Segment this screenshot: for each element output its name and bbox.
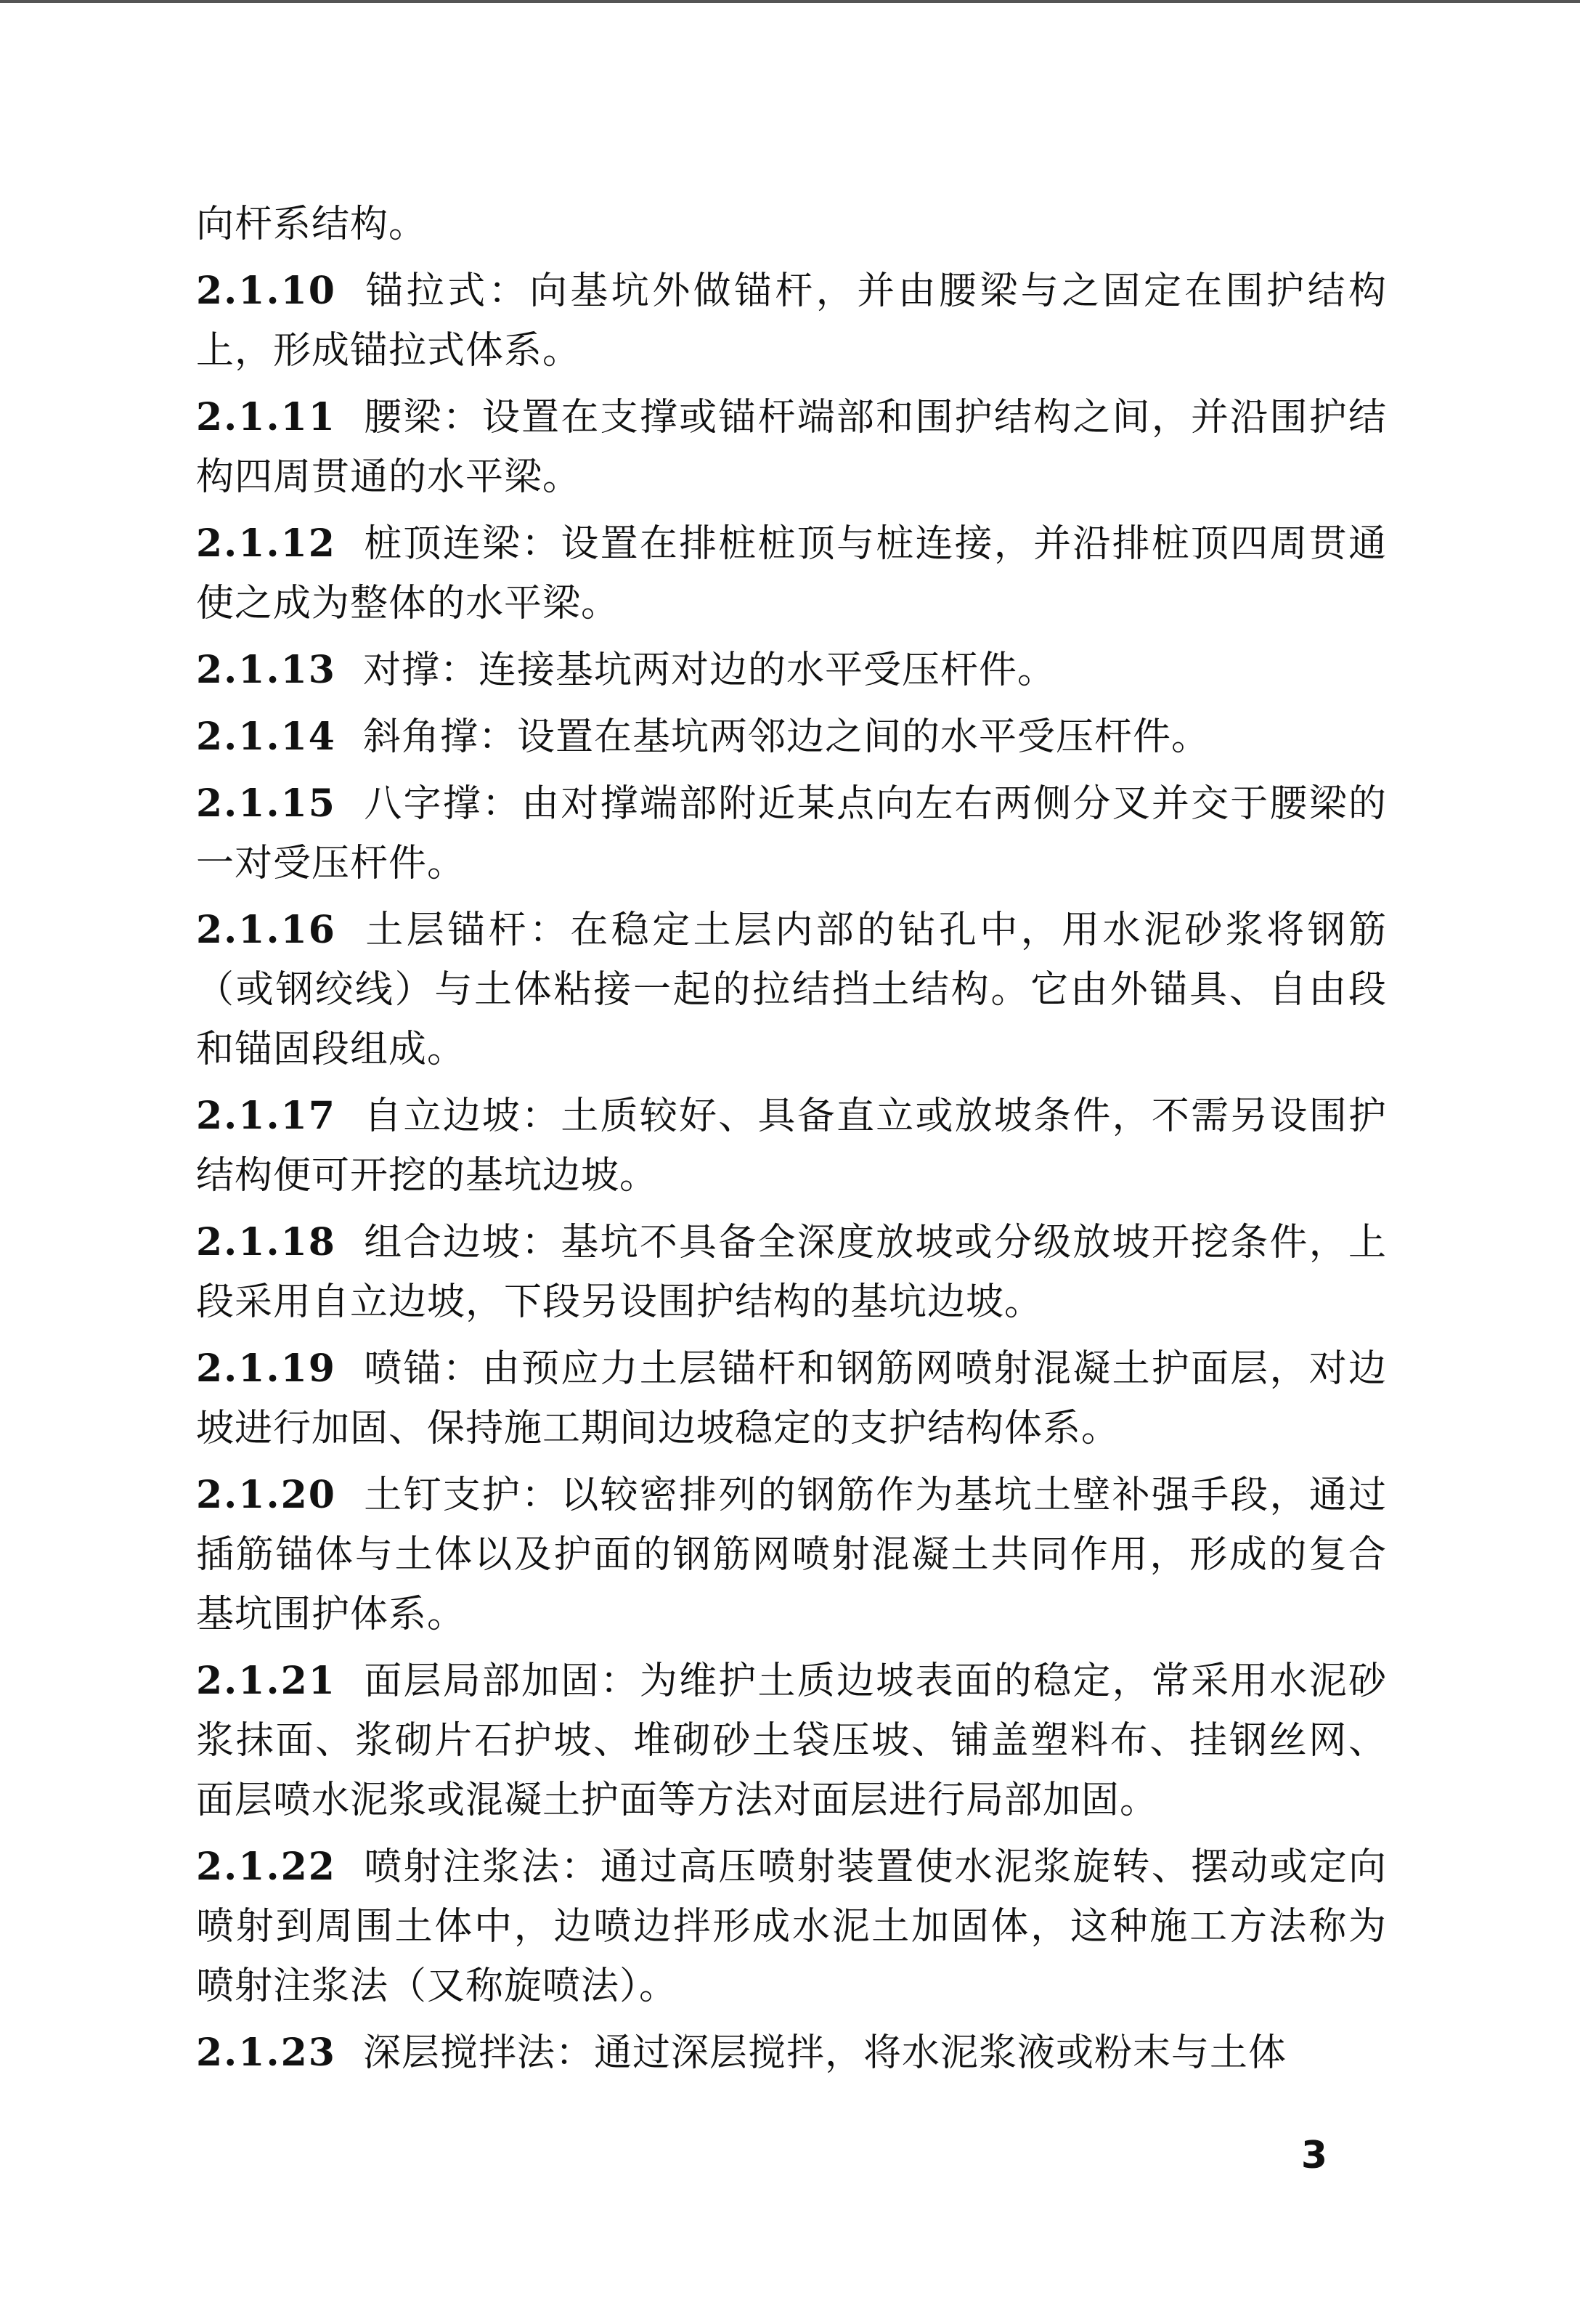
clause-number: 2.1.16 xyxy=(196,908,336,952)
definition-entry-2-1-20 xyxy=(196,1466,1387,1644)
definition-entry-2-1-23 xyxy=(196,2023,1387,2083)
definition-entry-2-1-17 xyxy=(196,1086,1387,1206)
definition-text: 喷锚：由预应力土层锚杆和钢筋网喷射混凝土护面层，对边坡进行加固、保持施工期间边坡稳定的支护结构体系。 xyxy=(196,1347,1387,1450)
definition-text: 喷射注浆法：通过高压喷射装置使水泥浆旋转、摆动或定向喷射到周围土体中，边喷边拌形成水泥土加固体，这种施工方法称为喷射注浆法（又称旋喷法）。 xyxy=(196,1845,1387,2008)
definition-entry-2-1-22 xyxy=(196,1837,1387,2016)
clause-number: 2.1.19 xyxy=(196,1346,336,1391)
clause-number: 2.1.11 xyxy=(196,395,336,439)
continuation-text: 向杆系结构。 xyxy=(196,203,428,246)
definition-text: 八字撑：由对撑端部附近某点向左右两侧分叉并交于腰梁的一对受压杆件。 xyxy=(196,782,1387,885)
definition-entry-2-1-19 xyxy=(196,1339,1387,1458)
clause-number: 2.1.21 xyxy=(196,1659,336,1703)
clause-number: 2.1.20 xyxy=(196,1473,336,1517)
definition-text: 面层局部加固：为维护土质边坡表面的稳定，常采用水泥砂浆抹面、浆砌片石护坡、堆砌砂土袋压坡、铺盖塑料布、挂钢丝网、面层喷水泥浆或混凝土护面等方法对面层进行局部加固。 xyxy=(196,1659,1387,1822)
definition-entry-2-1-16 xyxy=(196,901,1387,1079)
definition-text: 腰梁：设置在支撑或锚杆端部和围护结构之间，并沿围护结构四周贯通的水平梁。 xyxy=(196,396,1387,499)
definition-text: 土层锚杆：在稳定土层内部的钻孔中，用水泥砂浆将钢筋（或钢绞线）与土体粘接一起的拉结挡土结构。它由外锚具、自由段和锚固段组成。 xyxy=(196,909,1387,1071)
definition-text: 自立边坡：土质较好、具备直立或放坡条件，不需另设围护结构便可开挖的基坑边坡。 xyxy=(196,1094,1387,1198)
page-top-edge xyxy=(0,0,1580,3)
clause-number: 2.1.18 xyxy=(196,1220,336,1264)
definition-entry-2-1-15 xyxy=(196,774,1387,893)
definition-text: 锚拉式：向基坑外做锚杆，并由腰梁与之固定在围护结构上，形成锚拉式体系。 xyxy=(196,269,1387,373)
clause-number: 2.1.13 xyxy=(196,648,336,692)
definition-text: 斜角撑：设置在基坑两邻边之间的水平受压杆件。 xyxy=(363,715,1210,759)
clause-number: 2.1.15 xyxy=(196,781,336,826)
clause-number: 2.1.10 xyxy=(196,269,336,313)
definition-entry-2-1-21 xyxy=(196,1651,1387,1830)
definition-text: 土钉支护：以较密排列的钢筋作为基坑土壁补强手段，通过插筋锚体与土体以及护面的钢筋网喷射混凝土共同作用，形成的复合基坑围护体系。 xyxy=(196,1474,1387,1636)
definition-text: 桩顶连梁：设置在排桩桩顶与桩连接，并沿排桩顶四周贯通使之成为整体的水平梁。 xyxy=(196,522,1387,625)
clause-number: 2.1.14 xyxy=(196,715,336,759)
clause-number: 2.1.22 xyxy=(196,1845,336,1889)
definition-entry-2-1-14 xyxy=(196,707,1387,767)
definition-text: 对撑：连接基坑两对边的水平受压杆件。 xyxy=(363,649,1056,692)
definition-text: 深层搅拌法：通过深层搅拌，将水泥浆液或粉末与土体 xyxy=(363,2031,1287,2075)
definition-entry-2-1-13 xyxy=(196,641,1387,700)
clause-number: 2.1.17 xyxy=(196,1094,336,1138)
clause-number: 2.1.12 xyxy=(196,521,336,566)
definition-entry-2-1-11 xyxy=(196,388,1387,507)
definition-entry-2-1-18 xyxy=(196,1213,1387,1332)
clause-number: 2.1.23 xyxy=(196,2031,336,2075)
definition-text: 组合边坡：基坑不具备全深度放坡或分级放坡开挖条件，上段采用自立边坡，下段另设围护结构的基坑边坡。 xyxy=(196,1221,1387,1324)
document-body xyxy=(196,195,1387,2090)
page-number: 3 xyxy=(1300,2134,1327,2177)
definition-entry-2-1-10 xyxy=(196,261,1387,381)
definition-entry-2-1-12 xyxy=(196,514,1387,633)
